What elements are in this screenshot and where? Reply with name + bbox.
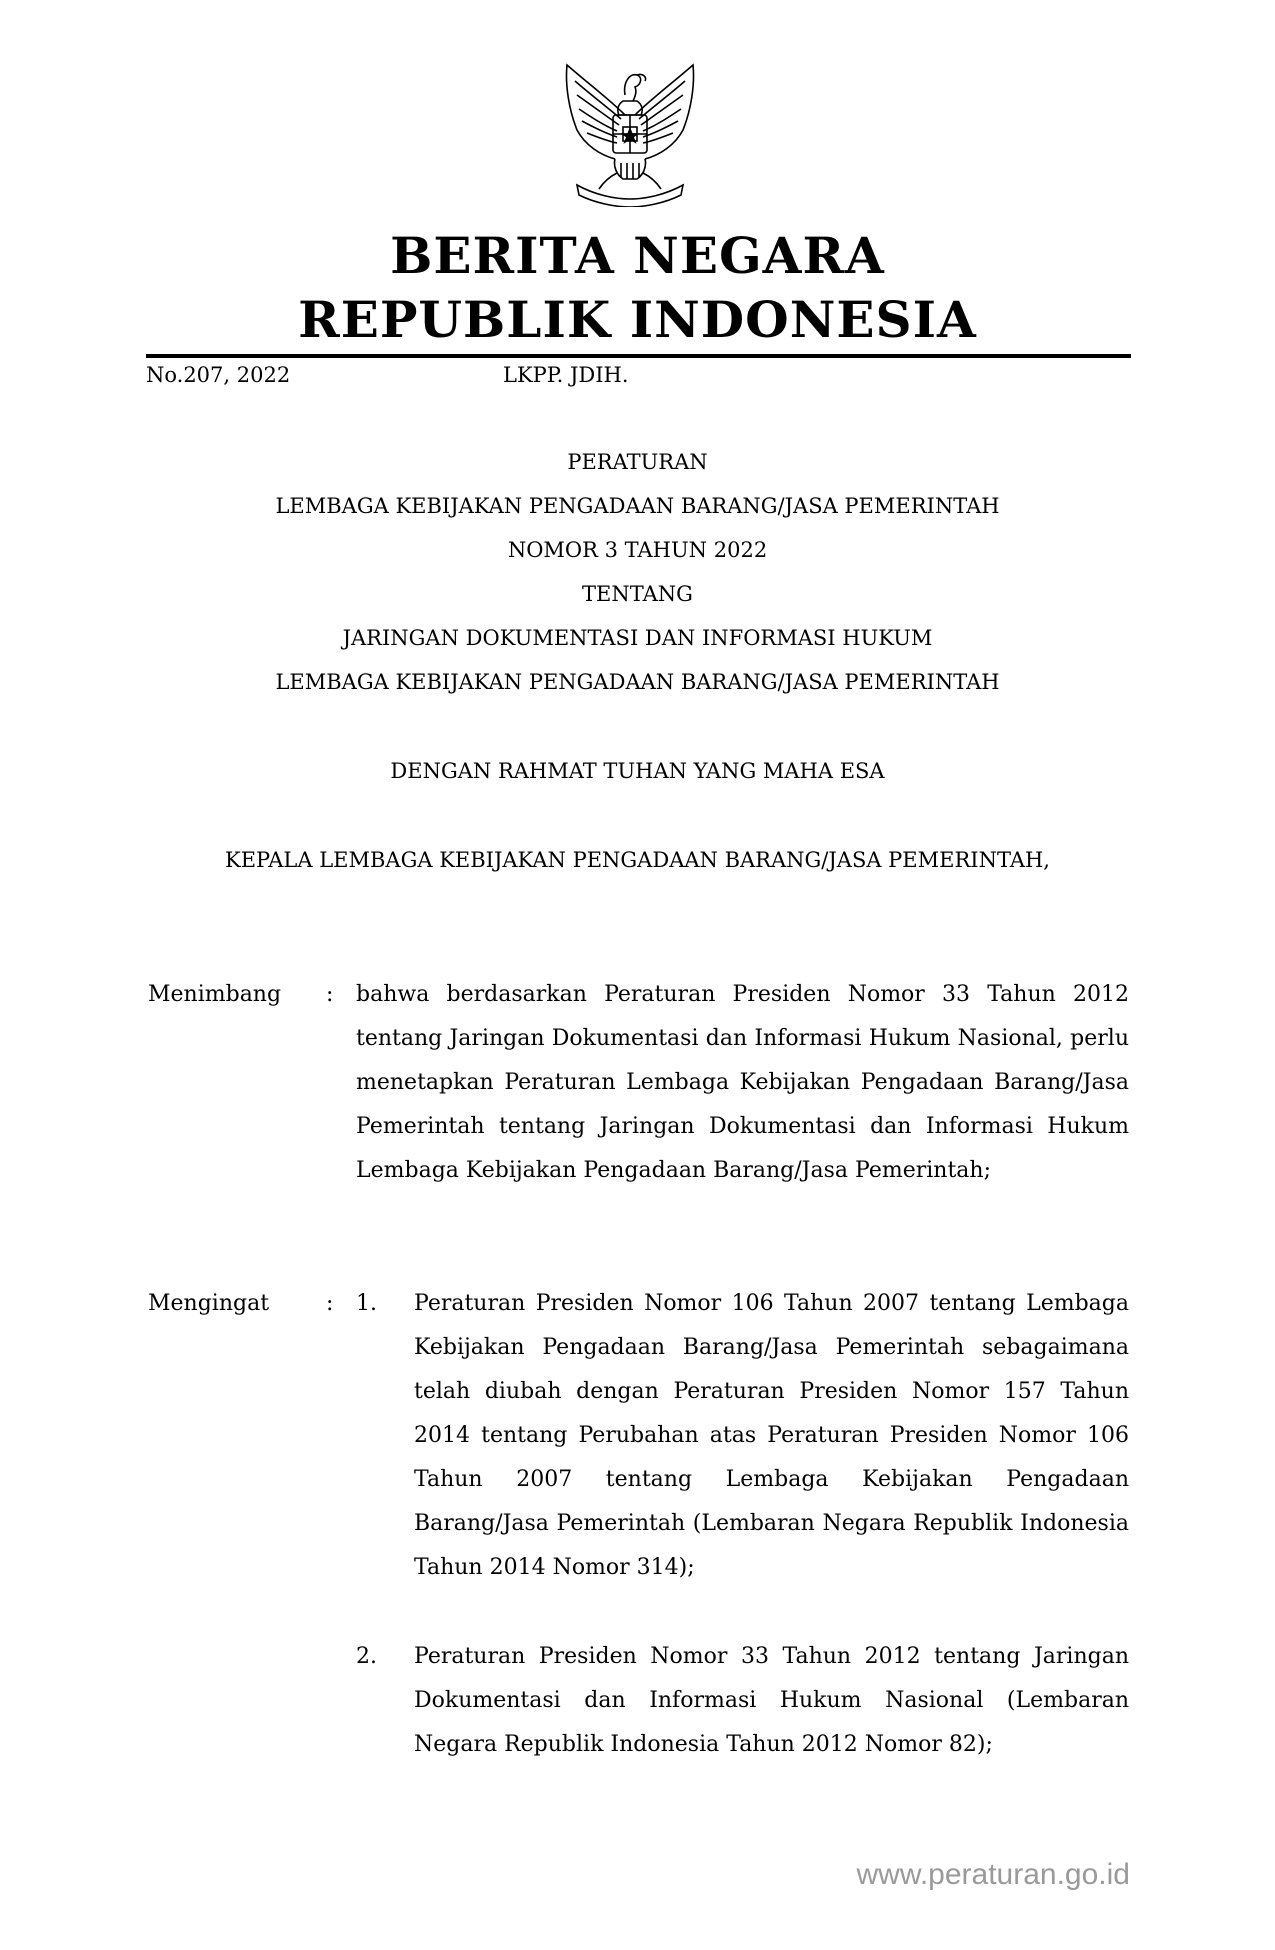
regulation-type: PERATURAN (567, 450, 708, 474)
garuda-emblem-icon (555, 55, 705, 207)
mengingat-item-2-number: 2. (356, 1644, 377, 1669)
mengingat-colon: : (326, 1291, 334, 1316)
menimbang-colon: : (326, 982, 334, 1007)
mengingat-item-1-number: 1. (356, 1291, 377, 1316)
footer-watermark: www.peraturan.go.id (856, 1858, 1130, 1891)
mengingat-item-1-text: Peraturan Presiden Nomor 106 Tahun 2007 tentang Lembaga Kebijakan Pengadaan Barang/Jasa Pemerintah sebagaimana telah diubah dengan Peraturan Presiden Nomor 157 Tahun 2014 tentang Perubahan atas Peraturan Presiden Nomor 106 Tahun 2007 tentang Lembaga Kebijakan Pengadaan Barang/Jasa Pemerintah (Lembaran Negara Republik Indonesia Tahun 2014 Nomor 314); (414, 1291, 1129, 1580)
regulation-subject-line2: LEMBAGA KEBIJAKAN PENGADAAN BARANG/JASA PEMERINTAH (275, 670, 1000, 694)
masthead-title-line1: BERITA NEGARA (390, 226, 885, 285)
mengingat-item-2-text: Peraturan Presiden Nomor 33 Tahun 2012 tentang Jaringan Dokumentasi dan Informasi Hukum Nasional (Lembaran Negara Republik Indonesia Tahun 2012 Nomor 82); (414, 1644, 1129, 1757)
menimbang-label: Menimbang (148, 982, 282, 1007)
mengingat-label: Mengingat (148, 1291, 270, 1316)
regulation-number: NOMOR 3 TAHUN 2022 (507, 538, 768, 562)
preamble-issuer: KEPALA LEMBAGA KEBIJAKAN PENGADAAN BARANG/JASA PEMERINTAH, (225, 848, 1050, 872)
regulation-institution: LEMBAGA KEBIJAKAN PENGADAAN BARANG/JASA PEMERINTAH (275, 494, 1000, 518)
regulation-about: TENTANG (582, 582, 693, 606)
regulation-subject-line1: JARINGAN DOKUMENTASI DAN INFORMASI HUKUM (342, 626, 933, 650)
masthead-title-line2: REPUBLIK INDONESIA (298, 290, 977, 349)
menimbang-text: bahwa berdasarkan Peraturan Presiden Nomor 33 Tahun 2012 tentang Jaringan Dokumentasi dan Informasi Hukum Nasional, perlu menetapkan Peraturan Lembaga Kebijakan Pengadaan Barang/Jasa Pemerintah tentang Jaringan Dokumentasi dan Informasi Hukum Lembaga Kebijakan Pengadaan Barang/Jasa Pemerintah; (356, 982, 1129, 1183)
gazette-number: No.207, 2022 (146, 363, 291, 387)
gazette-source: LKPP. JDIH. (503, 363, 629, 387)
preamble-blessing: DENGAN RAHMAT TUHAN YANG MAHA ESA (390, 759, 885, 783)
header-divider (146, 354, 1131, 358)
